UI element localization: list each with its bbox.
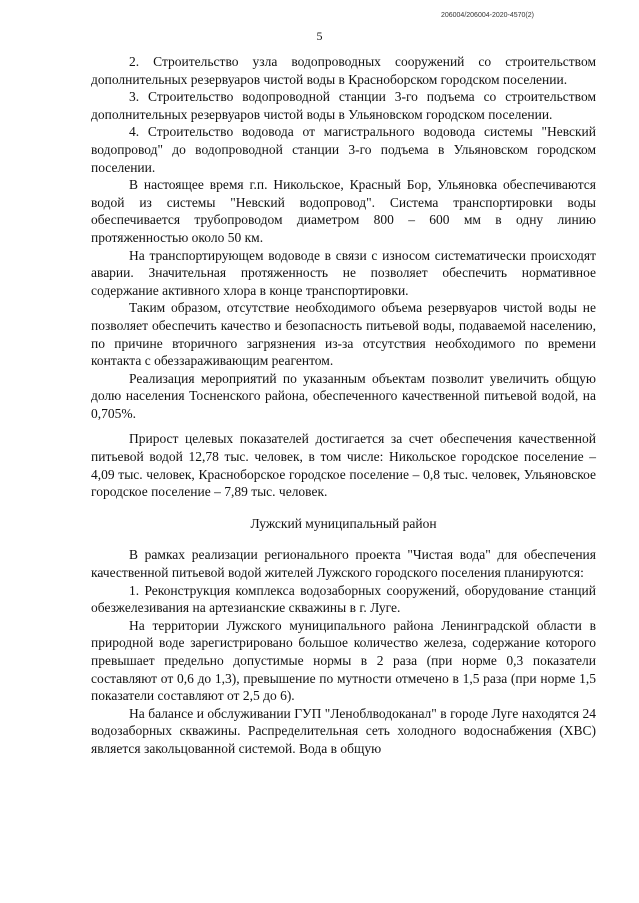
paragraph: На балансе и обслуживании ГУП "Леноблводоканал" в городе Луге находятся 24 водозаборных скважины. Распределительная сеть холодного водоснабжения (ХВС) является закольцованной системой. Вода в общую bbox=[91, 705, 596, 756]
section-heading: Лужский муниципальный район bbox=[250, 515, 437, 531]
paragraph: 1. Реконструкция комплекса водозаборных сооружений, оборудование станций обезжелезивания на артезианские скважины в г. Луге. bbox=[91, 582, 596, 616]
paragraph: Реализация мероприятий по указанным объектам позволит увеличить общую долю населения Тосненского района, обеспеченного качественной питьевой водой, на 0,705%. bbox=[91, 370, 596, 421]
paragraph: 3. Строительство водопроводной станции 3-го подъема со строительством дополнительных резервуаров чистой воды в Ульяновском городском поселении. bbox=[91, 89, 596, 122]
paragraph: 2. Строительство узла водопроводных сооружений со строительством дополнительных резервуаров чистой воды в Красноборском городском поселении. bbox=[91, 54, 596, 87]
paragraph: На территории Лужского муниципального района Ленинградской области в природной воде зарегистрировано большое количество железа, содержание которого превышает предельно допустимые нормы в 2 раза (при норме 0,3 показатели составляют от 0,6 до 1,3), превышение по мутности отмечено в 1,5 раза (при норме 1,5 показатели составляют от 2,5 до 6). bbox=[91, 617, 596, 704]
document-body bbox=[91, 53, 596, 758]
paragraph: На транспортирующем водоводе в связи с износом систематически происходят аварии. Значительная протяженность не позволяет обеспечить нормативное содержание активного хлора в конце транспортировки. bbox=[91, 247, 596, 298]
paragraph: 4. Строительство водовода от магистрального водовода системы "Невский водопровод" до водопроводной станции 3-го подъема в Ульяновском городском поселении. bbox=[91, 124, 596, 175]
paragraph: Таким образом, отсутствие необходимого объема резервуаров чистой воды не позволяет обеспечить качество и безопасность питьевой воды, подаваемой населению, по причине вторичного загрязнения из-за отсутствия необходимого по времени контакта с обеззараживающим реагентом. bbox=[91, 300, 596, 369]
paragraph: В настоящее время г.п. Никольское, Красный Бор, Ульяновка обеспечиваются водой из системы "Невский водопровод". Система транспортировки воды обеспечивается трубопроводом диаметром 800 – 600 мм в одну линию протяженностью около 50 км. bbox=[91, 177, 596, 245]
document-id: 206004/206004-2020-4570(2) bbox=[440, 12, 534, 19]
paragraph: В рамках реализации регионального проекта "Чистая вода" для обеспечения качественной питьевой водой жителей Лужского городского поселения планируются: bbox=[91, 547, 596, 581]
paragraph: Прирост целевых показателей достигается за счет обеспечения качественной питьевой водой 12,78 тыс. человек, в том числе: Никольское городское поселение – 4,09 тыс. человек, Красноборское городское поселение – 0,8 тыс. человек, Ульяновское городское поселение – 7,89 тыс. человек. bbox=[91, 431, 596, 500]
page-number: 5 bbox=[316, 29, 323, 43]
